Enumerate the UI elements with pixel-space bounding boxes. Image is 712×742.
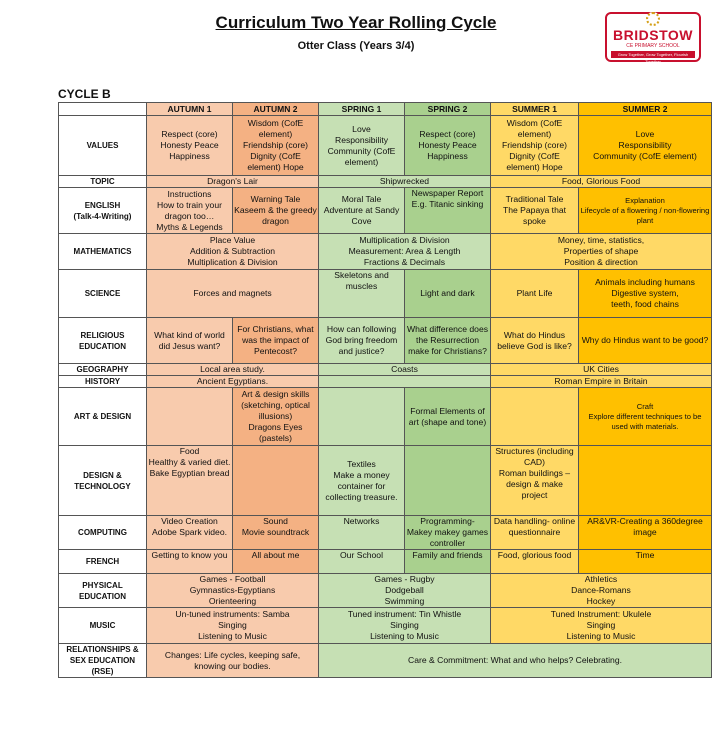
cell-spring: Games - Rugby Dodgeball Swimming xyxy=(319,574,491,608)
cell-summer1: Food, glorious food xyxy=(491,550,579,574)
cell-autumn1: Video Creation Adobe Spark video. xyxy=(147,516,233,550)
row-music xyxy=(59,608,712,644)
cell-autumn: Place Value Addition & Subtraction Multiplication & Division xyxy=(147,234,319,270)
cell-summer: Athletics Dance-Romans Hockey xyxy=(491,574,712,608)
cell-autumn1: Food Healthy & varied diet. Bake Egyptian bread xyxy=(147,446,233,516)
subject-label: COMPUTING xyxy=(59,516,147,550)
cell-summer: Money, time, statistics, Properties of shape Position & direction xyxy=(491,234,712,270)
cell-spring-summer: Care & Commitment: What and who helps? Celebrating. xyxy=(319,644,712,678)
cell-spring2: What difference does the Resurrection make for Christians? xyxy=(405,318,491,364)
cell-autumn2: All about me xyxy=(233,550,319,574)
row-design-technology xyxy=(59,446,712,516)
sun-icon xyxy=(646,12,660,26)
row-physical-education xyxy=(59,574,712,608)
cell-autumn: Local area study. xyxy=(147,364,319,376)
cell-autumn2 xyxy=(233,446,319,516)
logo-tagline: Grow Together, Grow Together, Flourish Together xyxy=(611,51,695,58)
cell-summer2: AR&VR-Creating a 360degree image xyxy=(579,516,712,550)
row-computing xyxy=(59,516,712,550)
cell-summer2: Time xyxy=(579,550,712,574)
subject-label: PHYSICAL EDUCATION xyxy=(59,574,147,608)
cell-spring1: Our School xyxy=(319,550,405,574)
cell-autumn1: Respect (core) Honesty Peace Happiness xyxy=(147,116,233,176)
logo-sub: CE PRIMARY SCHOOL xyxy=(626,43,680,49)
cell-autumn: Forces and magnets xyxy=(147,270,319,318)
cell-autumn: Dragon's Lair xyxy=(147,176,319,188)
cell-summer2 xyxy=(579,388,712,446)
cell-summer: Tuned Instrument: Ukulele Singing Listening to Music xyxy=(491,608,712,644)
subject-label: GEOGRAPHY xyxy=(59,364,147,376)
subject-label: ENGLISH (Talk-4-Writing) xyxy=(59,188,147,234)
cell-spring: Coasts xyxy=(319,364,491,376)
subject-label: TOPIC xyxy=(59,176,147,188)
cell-summer1: Traditional Tale The Papaya that spoke xyxy=(491,188,579,234)
cell-summer: Food, Glorious Food xyxy=(491,176,712,188)
subject-label: FRENCH xyxy=(59,550,147,574)
cell-spring1: Moral Tale Adventure at Sandy Cove xyxy=(319,188,405,234)
cell-autumn1: What kind of world did Jesus want? xyxy=(147,318,233,364)
cell-autumn: Un-tuned instruments: Samba Singing Listening to Music xyxy=(147,608,319,644)
subject-label: DESIGN & TECHNOLOGY xyxy=(59,446,147,516)
cell-autumn2: Sound Movie soundtrack xyxy=(233,516,319,550)
term-header-spring2: SPRING 2 xyxy=(405,103,491,116)
subject-label: HISTORY xyxy=(59,376,147,388)
cell-spring1: Skeletons and muscles xyxy=(319,270,405,318)
subject-label: MUSIC xyxy=(59,608,147,644)
cell-summer1: Data handling- online questionnaire xyxy=(491,516,579,550)
term-header-summer1: SUMMER 1 xyxy=(491,103,579,116)
logo-name: BRIDSTOW xyxy=(613,27,693,43)
term-header-summer2: SUMMER 2 xyxy=(579,103,712,116)
cell-autumn2: Warning Tale Kaseem & the greedy dragon xyxy=(233,188,319,234)
cell-summer1: Wisdom (CofE element) Friendship (core) Dignity (CofE element) Hope xyxy=(491,116,579,176)
term-header-spring1: SPRING 1 xyxy=(319,103,405,116)
corner-cell xyxy=(59,103,147,116)
row-history xyxy=(59,376,712,388)
cell-summer2 xyxy=(579,188,712,234)
cell-spring1: Love Responsibility Community (CofE element) xyxy=(319,116,405,176)
cell-summer2-text: Craft Explore different techniques to be used with materials. xyxy=(588,401,702,431)
row-art-design xyxy=(59,388,712,446)
page-title: Curriculum Two Year Rolling Cycle xyxy=(215,13,497,32)
term-header-autumn2: AUTUMN 2 xyxy=(233,103,319,116)
cell-spring1: How can following God bring freedom and justice? xyxy=(319,318,405,364)
cell-spring2: Respect (core) Honesty Peace Happiness xyxy=(405,116,491,176)
row-religious-education xyxy=(59,318,712,364)
row-rse xyxy=(59,644,712,678)
cell-autumn: Changes: Life cycles, keeping safe, knowing our bodies. xyxy=(147,644,319,678)
cell-summer2-text: Explanation Lifecycle of a flowering / non-flowering plant xyxy=(580,195,710,225)
cell-autumn: Ancient Egyptians. xyxy=(147,376,319,388)
subject-label: SCIENCE xyxy=(59,270,147,318)
row-topic xyxy=(59,176,712,188)
term-header-autumn1: AUTUMN 1 xyxy=(147,103,233,116)
header-row xyxy=(59,103,712,116)
cycle-label: CYCLE B xyxy=(58,87,111,101)
subject-label: VALUES xyxy=(59,116,147,176)
row-french xyxy=(59,550,712,574)
cell-autumn2: Art & design skills (sketching, optical illusions) Dragons Eyes (pastels) xyxy=(233,388,319,446)
row-mathematics xyxy=(59,234,712,270)
cell-summer1: Structures (including CAD) Roman buildings – design & make project xyxy=(491,446,579,516)
row-english xyxy=(59,188,712,234)
cell-spring2: Formal Elements of art (shape and tone) xyxy=(405,388,491,446)
cell-autumn1: Getting to know you xyxy=(147,550,233,574)
cell-spring2: Newspaper Report E.g. Titanic sinking xyxy=(405,188,491,234)
cell-spring: Multiplication & Division Measurement: Area & Length Fractions & Decimals xyxy=(319,234,491,270)
cell-spring1: Networks xyxy=(319,516,405,550)
cell-spring1 xyxy=(319,388,405,446)
school-logo xyxy=(605,12,701,62)
cell-spring2: Light and dark xyxy=(405,270,491,318)
cell-spring: Tuned instrument: Tin Whistle Singing Listening to Music xyxy=(319,608,491,644)
cell-spring2 xyxy=(405,446,491,516)
cell-summer2: Love Responsibility Community (CofE element) xyxy=(579,116,712,176)
cell-spring1: Textiles Make a money container for collecting treasure. xyxy=(319,446,405,516)
cell-autumn1: Instructions How to train your dragon too… Myths & Legends xyxy=(147,188,233,234)
subject-label: RELATIONSHIPS & SEX EDUCATION (RSE) xyxy=(59,644,147,678)
row-geography xyxy=(59,364,712,376)
cell-summer1: What do Hindus believe God is like? xyxy=(491,318,579,364)
subject-label: MATHEMATICS xyxy=(59,234,147,270)
page-subtitle: Otter Class (Years 3/4) xyxy=(297,40,415,52)
cell-spring2: Family and friends xyxy=(405,550,491,574)
cell-spring: Shipwrecked xyxy=(319,176,491,188)
cell-summer: Roman Empire in Britain xyxy=(491,376,712,388)
cell-spring xyxy=(319,376,491,388)
cell-autumn: Games - Football Gymnastics-Egyptians Orienteering xyxy=(147,574,319,608)
row-science xyxy=(59,270,712,318)
cell-summer2 xyxy=(579,446,712,516)
curriculum-table xyxy=(58,102,712,678)
cell-summer1: Plant Life xyxy=(491,270,579,318)
cell-autumn2: For Christians, what was the impact of Pentecost? xyxy=(233,318,319,364)
row-values xyxy=(59,116,712,176)
subject-label: ART & DESIGN xyxy=(59,388,147,446)
cell-autumn1 xyxy=(147,388,233,446)
cell-spring2: Programming- Makey makey games controller xyxy=(405,516,491,550)
cell-summer1 xyxy=(491,388,579,446)
cell-summer: UK Cities xyxy=(491,364,712,376)
cell-summer2: Animals including humans Digestive system, teeth, food chains xyxy=(579,270,712,318)
cell-autumn2: Wisdom (CofE element) Friendship (core) Dignity (CofE element) Hope xyxy=(233,116,319,176)
subject-label: RELIGIOUS EDUCATION xyxy=(59,318,147,364)
cell-summer2: Why do Hindus want to be good? xyxy=(579,318,712,364)
